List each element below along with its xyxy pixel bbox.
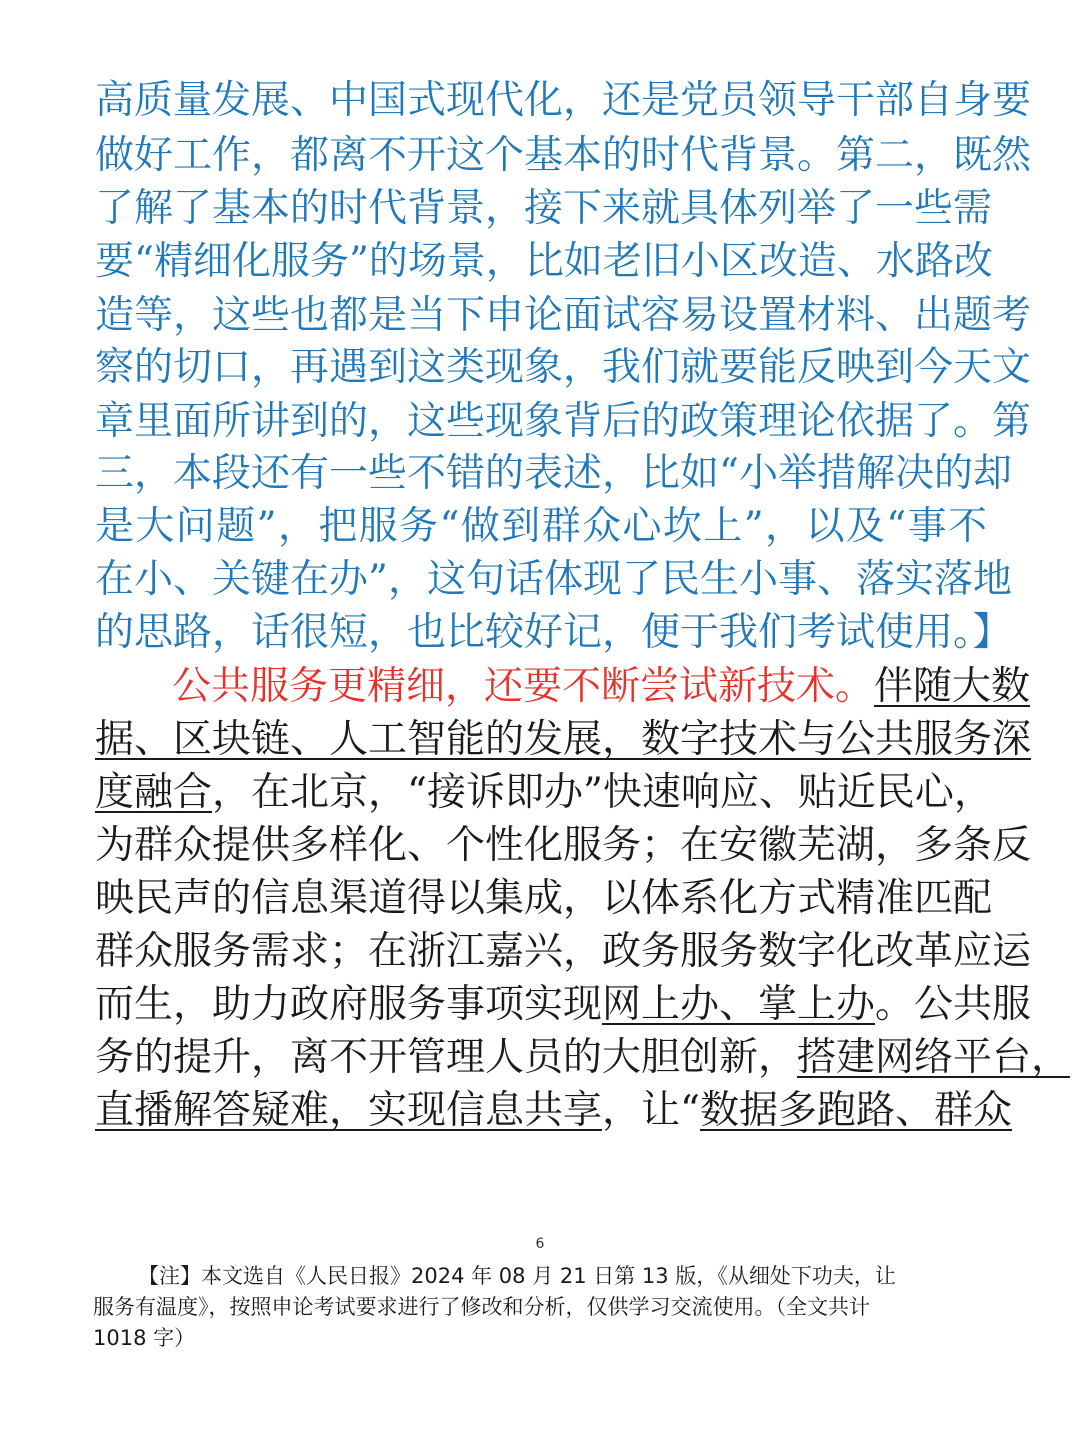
underlined-phrase: 度融合 [95, 770, 213, 815]
body-line [95, 714, 1032, 766]
page-number: 6 [535, 1236, 545, 1252]
commentary-line: 是大问题”，把服务“做到群众心坎上”，以及“事不 [95, 504, 987, 549]
underlined-phrase: 数据多跑路、群众 [699, 1088, 1012, 1133]
commentary-line: 要“精细化服务”的场景，比如老旧小区改造、水路改 [95, 239, 993, 284]
body-text: 。公共服 [875, 982, 1032, 1027]
commentary-line: 做好工作，都离不开这个基本的时代背景。第二，既然 [95, 133, 1032, 178]
body-text: ，在北京，“接诉即办”快速响应、贴近民心， [212, 770, 993, 815]
body-line [95, 1032, 1071, 1084]
commentary-line: 造等，这些也都是当下申论面试容易设置材料、出题考 [95, 293, 1032, 338]
underlined-phrase: 搭建网络平台， [797, 1035, 1071, 1080]
body-line: 群众服务需求；在浙江嘉兴，政务服务数字化改革应运 [95, 929, 1032, 974]
commentary-line: 在小、关键在办”，这句话体现了民生小事、落实落地 [95, 557, 1012, 602]
footnote-line: 服务有温度》，按照申论考试要求进行了修改和分析，仅供学习交流使用。（全文共计 [93, 1295, 870, 1319]
body-line [95, 767, 993, 819]
body-line [95, 1085, 1012, 1137]
footnote-line: 【注】本文选自《人民日报》2024 年 08 月 21 日第 13 版，《从细处下功夫，让 [138, 1264, 896, 1288]
commentary-line: 察的切口，再遇到这类现象，我们就要能反映到今天文 [95, 345, 1032, 390]
underlined-phrase: 伴随大数 [874, 664, 1031, 709]
underlined-phrase: 网上办、掌上办 [602, 982, 876, 1027]
footnote-line: 1018 字） [93, 1326, 196, 1350]
commentary-line: 三，本段还有一些不错的表述，比如“小举措解决的却 [95, 451, 1012, 496]
underlined-phrase: 直播解答疑难，实现信息共享 [95, 1088, 603, 1133]
commentary-line: 高质量发展、中国式现代化，还是党员领导干部自身要 [95, 78, 1032, 123]
commentary-line: 章里面所讲到的，这些现象背后的政策理论依据了。第 [95, 399, 1032, 444]
commentary-line: 了解了基本的时代背景，接下来就具体列举了一些需 [95, 186, 993, 231]
body-text: 务的提升，离不开管理人员的大胆创新， [95, 1035, 798, 1080]
commentary-line: 的思路，话很短，也比较好记，便于我们考试使用。】 [95, 610, 1012, 655]
body-text: 而生，助力政府服务事项实现 [95, 982, 603, 1027]
underlined-phrase: 据、区块链、人工智能的发展，数字技术与公共服务深 [95, 717, 1032, 762]
body-line [95, 979, 1032, 1031]
highlight-sentence: 公共服务更精细，还要不断尝试新技术。 [172, 664, 875, 709]
body-line: 映民声的信息渠道得以集成，以体系化方式精准匹配 [95, 876, 993, 921]
body-text: ，让“ [602, 1088, 700, 1133]
body-line [172, 661, 1031, 713]
body-line: 为群众提供多样化、个性化服务；在安徽芜湖，多条反 [95, 823, 1032, 868]
